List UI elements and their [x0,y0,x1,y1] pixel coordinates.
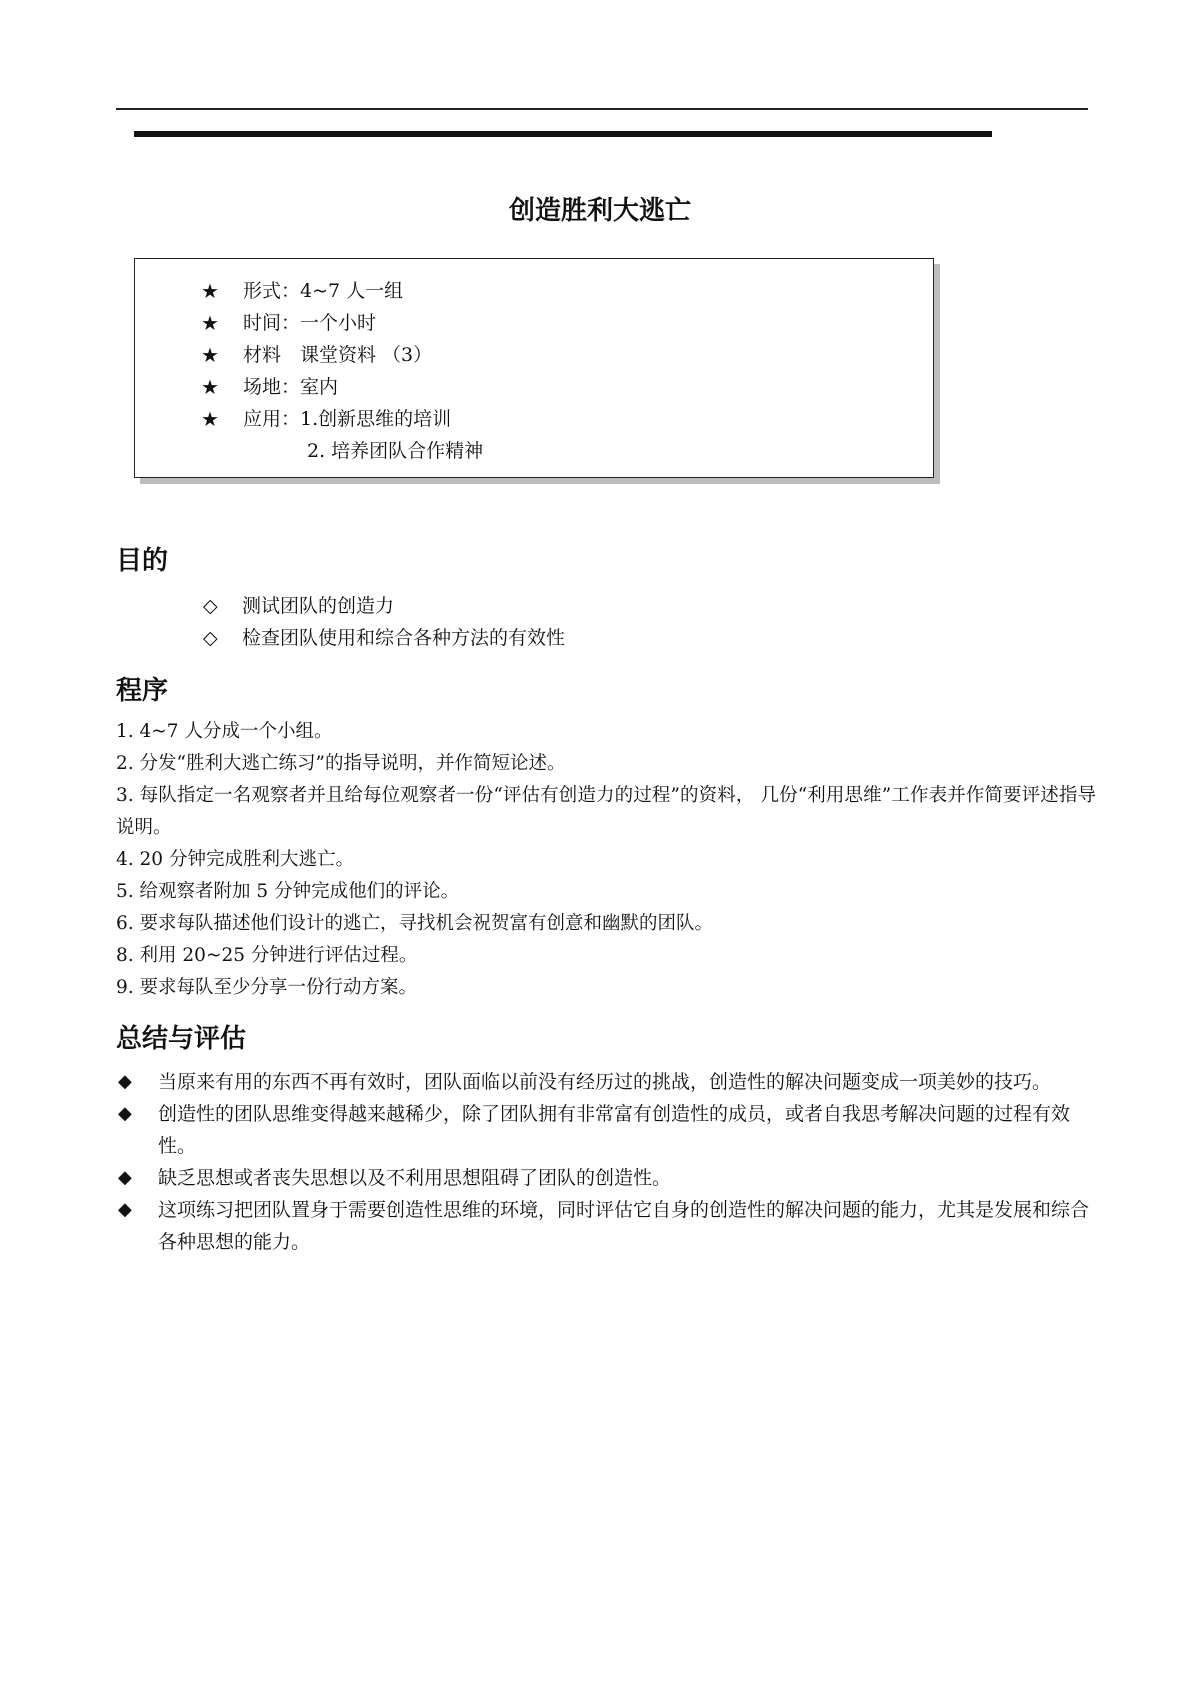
info-box [134,258,934,478]
info-item-continuation [135,435,933,467]
section-heading-summary: 总结与评估 [116,1024,247,1054]
info-item [135,403,933,435]
procedure-step: 6. 要求每队描述他们设计的逃亡，寻找机会祝贺富有创意和幽默的团队。 [116,913,714,934]
info-item [135,307,933,339]
star-icon: ★ [201,343,219,367]
info-item-label: 应用：1.创新思维的培训 [243,408,452,430]
solid-diamond-icon: ◆ [118,1167,132,1188]
list-item [116,1194,1096,1258]
star-icon: ★ [201,375,219,399]
info-item-label: 形式：4~7 人一组 [243,280,404,302]
page-title: 创造胜利大逃亡 [508,196,691,226]
procedure-step: 2. 分发“胜利大逃亡练习”的指导说明，并作简短论述。 [116,753,566,774]
section-heading-procedure: 程序 [116,676,169,706]
procedure-step: 1. 4~7 人分成一个小组。 [116,721,333,742]
star-icon: ★ [201,279,219,303]
list-item [0,622,1200,654]
info-item-label: 场地：室内 [243,376,339,398]
info-item-label: 时间：一个小时 [243,312,377,334]
hollow-diamond-icon: ◇ [203,595,218,617]
procedure-step: 8. 利用 20~25 分钟进行评估过程。 [116,945,418,966]
info-item-label: 材料 课堂资料 （3） [243,344,433,366]
hollow-diamond-icon: ◇ [203,627,218,649]
list-item-text: 这项练习把团队置身于需要创造性思维的环境，同时评估它自身的创造性的解决问题的能力，尤其是发展和综合各种思想的能力。 [158,1199,1090,1253]
list-item-text: 缺乏思想或者丧失思想以及不利用思想阻碍了团队的创造性。 [158,1167,672,1189]
info-item [135,339,933,371]
procedure-step: 9. 要求每队至少分享一份行动方案。 [116,977,418,998]
info-item-label: 2. 培养团队合作精神 [307,440,484,462]
solid-diamond-icon: ◆ [118,1071,132,1092]
procedure-step: 5. 给观察者附加 5 分钟完成他们的评论。 [116,881,460,902]
purpose-list [0,590,1200,654]
procedure-step: 4. 20 分钟完成胜利大逃亡。 [116,849,354,870]
procedure-step: 3. 每队指定一名观察者并且给每位观察者一份“评估有创造力的过程”的资料， 几份“利用思维”工作表并作简要评述指导说明。 [116,785,1096,838]
solid-diamond-icon: ◆ [118,1199,132,1220]
list-item-text: 当原来有用的东西不再有效时，团队面临以前没有经历过的挑战，创造性的解决问题变成一项美妙的技巧。 [158,1071,1052,1093]
list-item-text: 测试团队的创造力 [242,595,395,617]
star-icon: ★ [201,311,219,335]
solid-diamond-icon: ◆ [118,1103,132,1124]
list-item [0,590,1200,622]
list-item [116,1162,1096,1194]
section-heading-purpose: 目的 [116,546,169,576]
list-item [116,1098,1096,1162]
info-item [135,275,933,307]
list-item-text: 创造性的团队思维变得越来越稀少，除了团队拥有非常富有创造性的成员，或者自我思考解决问题的过程有效性。 [158,1103,1071,1157]
list-item [116,1066,1096,1098]
procedure-list [116,716,1096,1004]
info-item [135,371,933,403]
summary-list [116,1066,1096,1258]
header-rule-thick [134,131,992,137]
star-icon: ★ [201,407,219,431]
header-rule-thin [116,108,1088,110]
list-item-text: 检查团队使用和综合各种方法的有效性 [242,627,566,649]
